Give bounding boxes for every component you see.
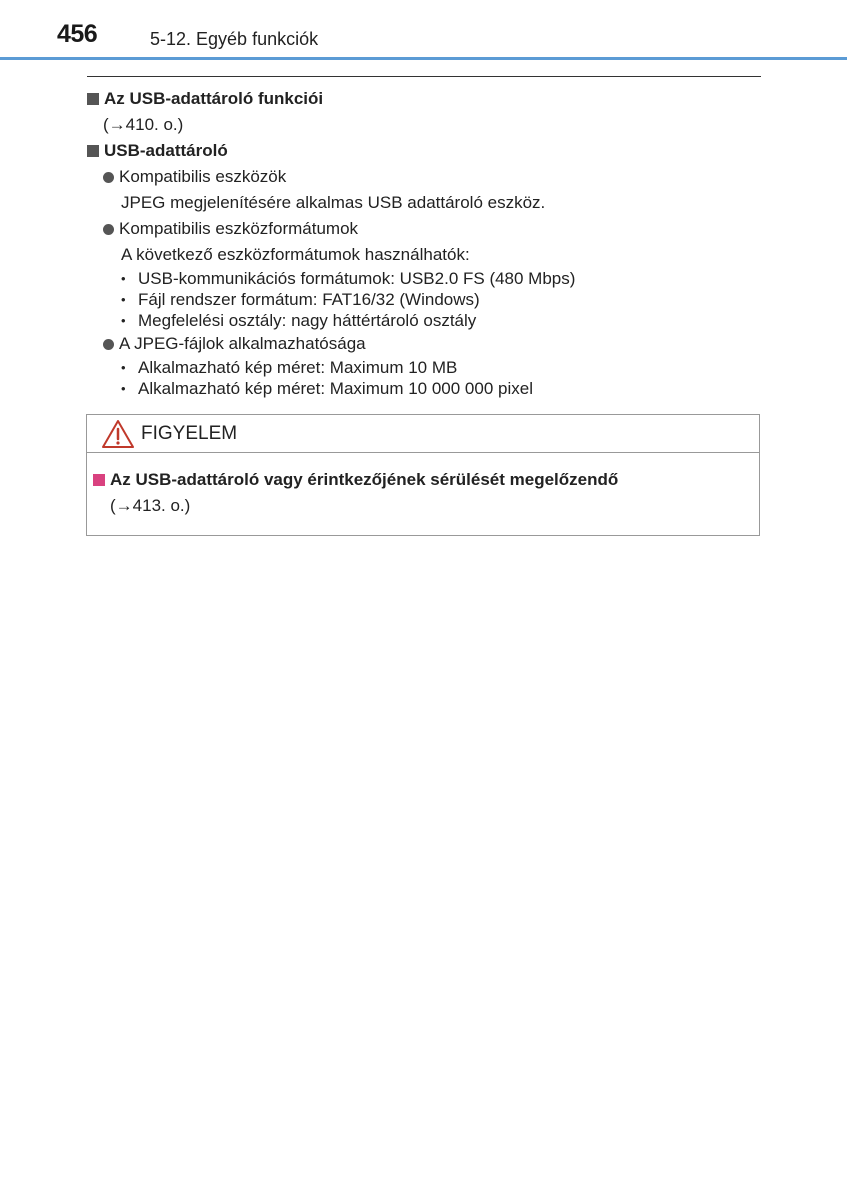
bullet-list <box>87 357 761 399</box>
warning-body <box>87 453 759 519</box>
round-bullet-icon <box>103 224 114 235</box>
square-bullet-icon <box>87 93 99 105</box>
warning-title: FIGYELEM <box>141 422 238 444</box>
list-item: • Alkalmazható kép méret: Maximum 10 000 000 pixel <box>121 378 761 399</box>
paragraph: JPEG megjelenítésére alkalmas USB adattároló eszköz. <box>121 193 546 212</box>
page-reference: (→410. o.) <box>103 115 184 134</box>
subheading-jpeg-applicability: A JPEG-fájlok alkalmazhatósága <box>87 331 761 357</box>
list-item: • Fájl rendszer formátum: FAT16/32 (Windows) <box>121 289 761 310</box>
square-bullet-icon <box>87 145 99 157</box>
page-header <box>0 0 847 60</box>
section-title: 5-12. Egyéb funkciók <box>150 29 319 49</box>
section-heading-usb-functions: Az USB-adattároló funkciói <box>87 86 761 112</box>
section-heading-usb-storage: USB-adattároló <box>87 138 761 164</box>
warning-heading: Az USB-adattároló vagy érintkezőjének sérülését megelőzendő <box>93 467 759 493</box>
bullet-list <box>87 268 761 331</box>
subheading-compatible-devices: Kompatibilis eszközök <box>87 164 761 190</box>
warning-triangle-icon <box>101 419 135 449</box>
list-item: • USB-kommunikációs formátumok: USB2.0 FS (480 Mbps) <box>121 268 761 289</box>
round-bullet-icon <box>103 339 114 350</box>
page-reference: (→413. o.) <box>110 496 191 515</box>
paragraph: A következő eszközformátumok használhatók: <box>121 245 470 264</box>
warning-box <box>86 414 760 536</box>
round-bullet-icon <box>103 172 114 183</box>
main-content <box>87 86 761 399</box>
subheading-compatible-formats: Kompatibilis eszközformátumok <box>87 216 761 242</box>
header-rule <box>0 57 847 60</box>
warning-header <box>87 415 759 453</box>
page-number: 456 <box>57 20 98 48</box>
square-bullet-icon <box>93 474 105 486</box>
list-item: • Alkalmazható kép méret: Maximum 10 MB <box>121 357 761 378</box>
list-item: • Megfelelési osztály: nagy háttértároló osztály <box>121 310 761 331</box>
content-divider <box>87 76 761 77</box>
